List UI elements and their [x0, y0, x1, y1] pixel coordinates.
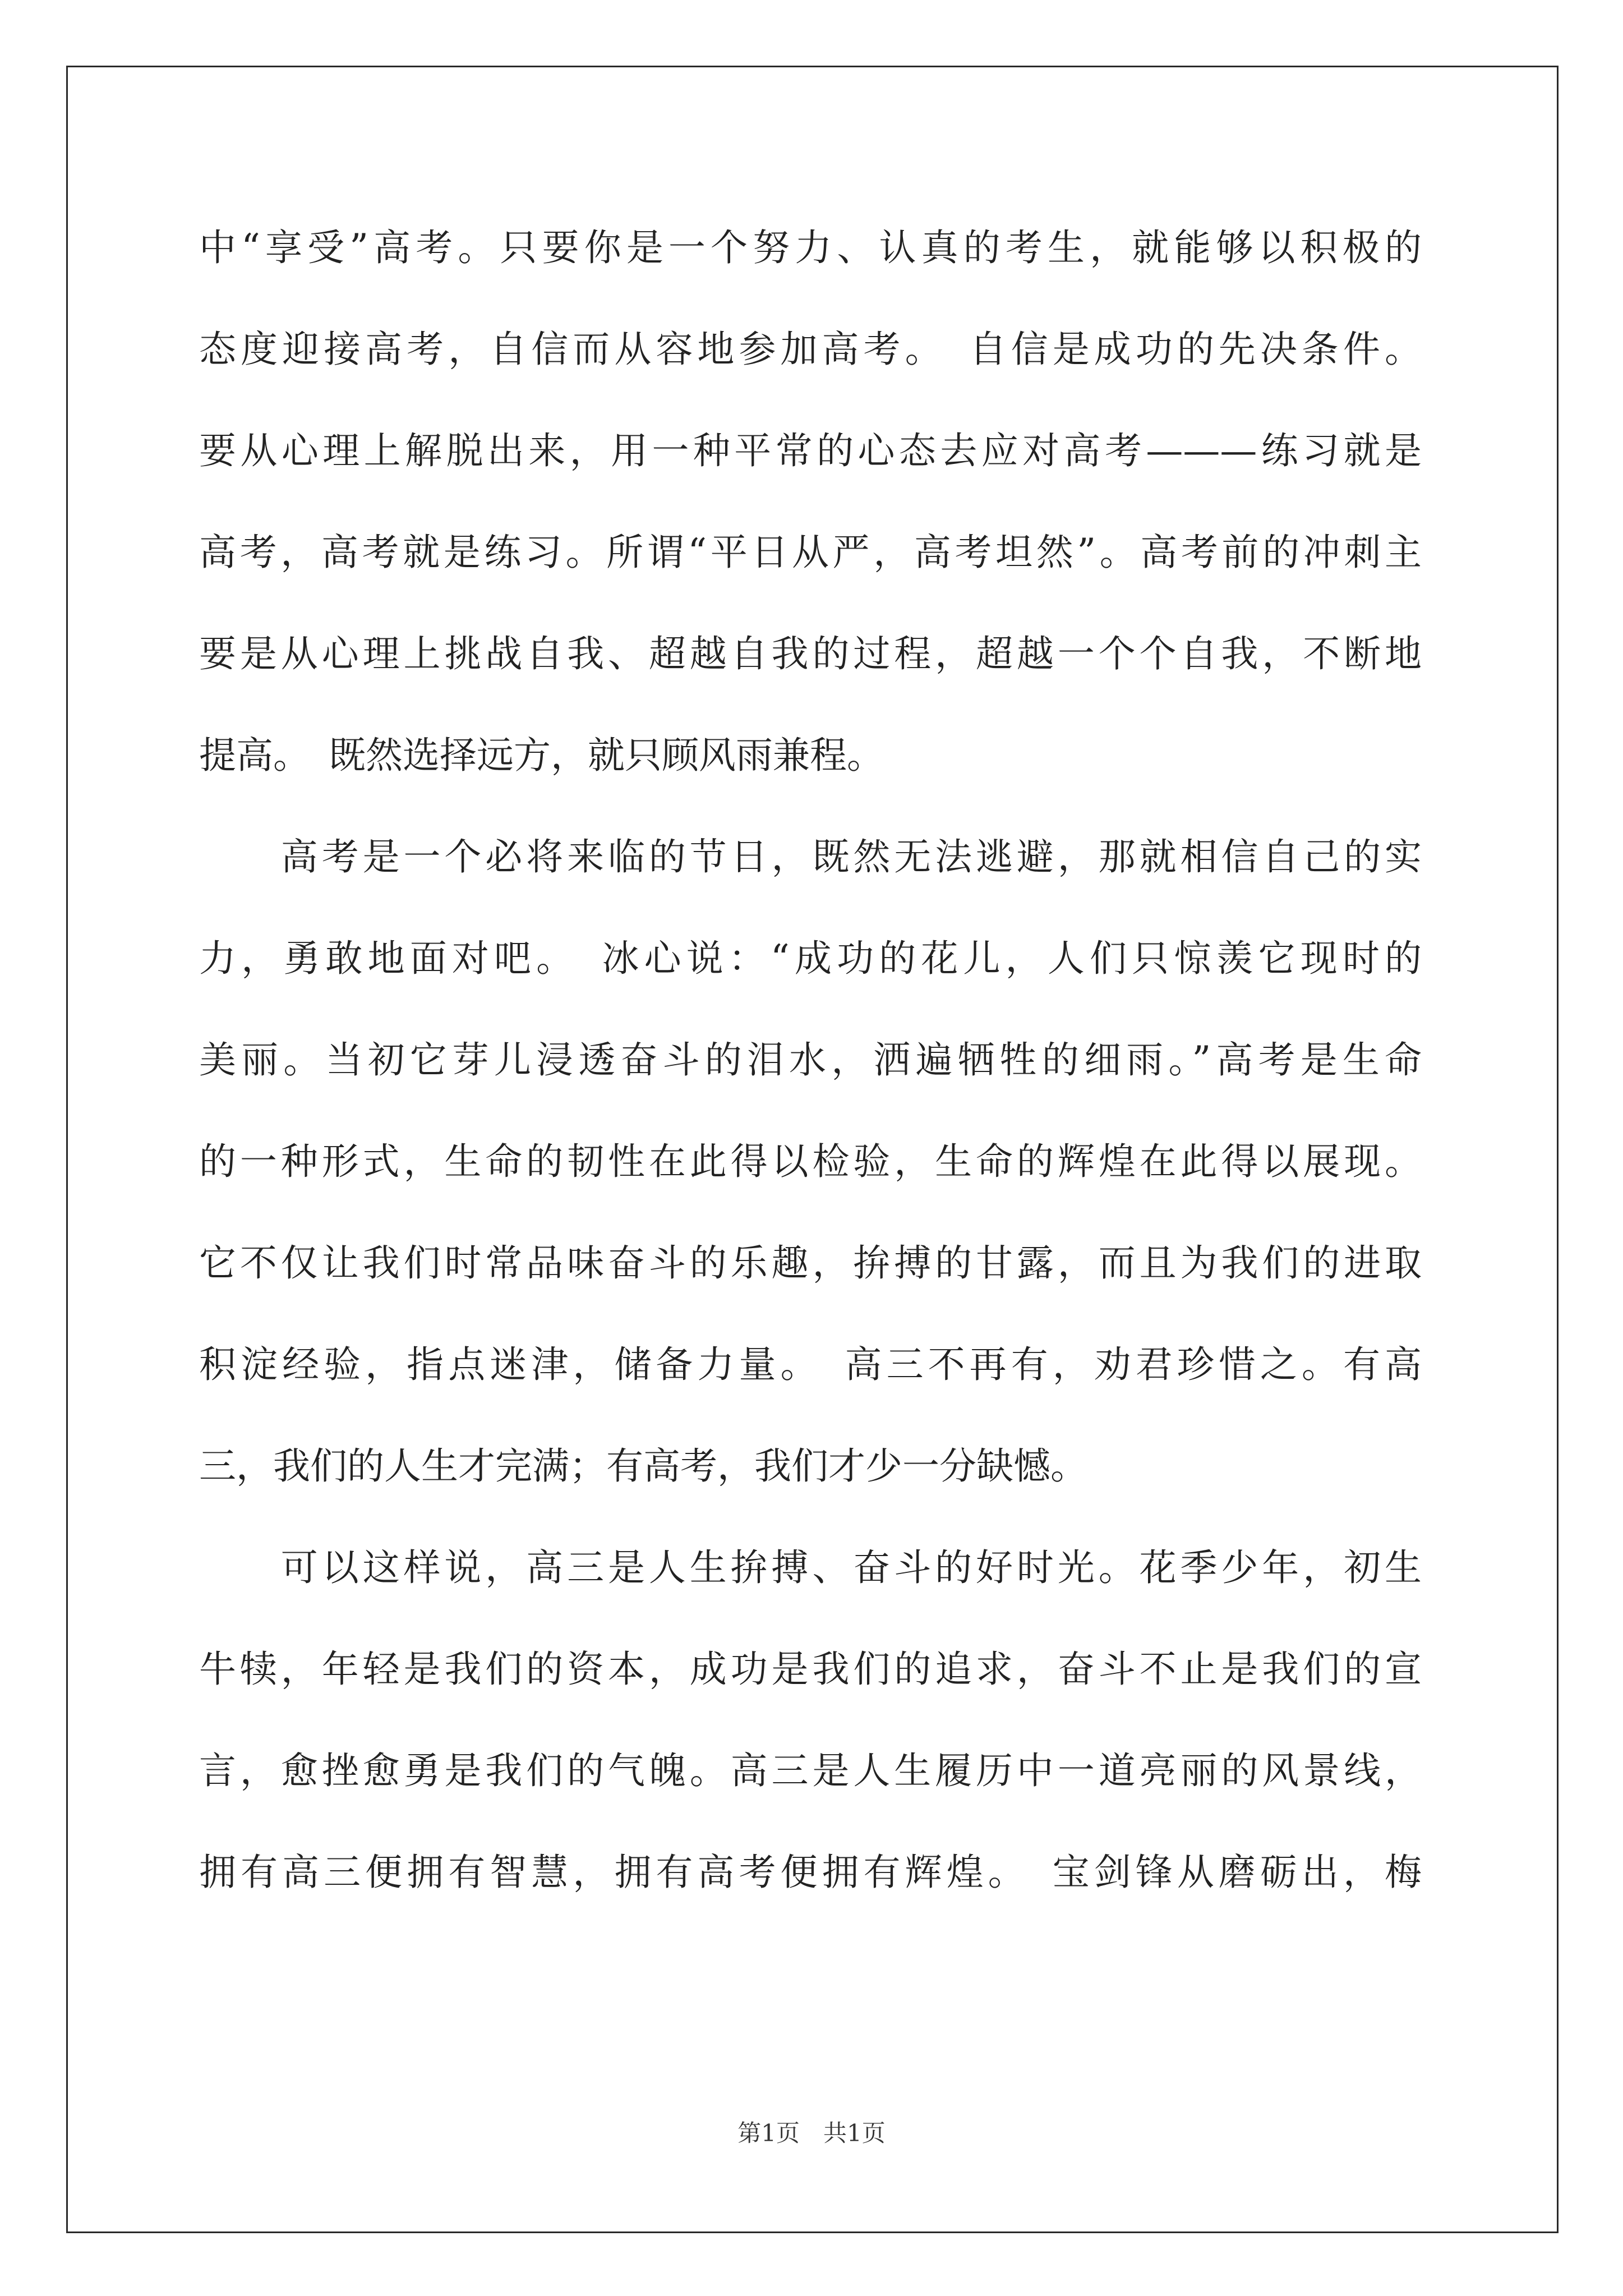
text-line-14: 可以这样说，高三是人生拚搏、奋斗的好时光。花季少年，初生 — [199, 1546, 1422, 1589]
text-line-6: 提高。 既然选择远方，就只顾风雨兼程。 — [199, 734, 884, 777]
text-line-5: 要是从心理上挑战自我、超越自我的过程，超越一个个自我，不断地 — [199, 632, 1422, 675]
text-line-1: 中“享受”高考。只要你是一个努力、认真的考生，就能够以积极的 — [199, 226, 1422, 269]
text-line-13: 三，我们的人生才完满；有高考，我们才少一分缺憾。 — [199, 1444, 1087, 1488]
text-line-2: 态度迎接高考，自信而从容地参加高考。 自信是成功的先决条件。 — [199, 328, 1422, 371]
text-line-11: 它不仅让我们时常品味奋斗的乐趣，拚搏的甘露，而且为我们的进取 — [199, 1241, 1422, 1285]
text-line-10: 的一种形式，生命的韧性在此得以检验，生命的辉煌在此得以展现。 — [199, 1140, 1422, 1183]
text-line-16: 言，愈挫愈勇是我们的气魄。高三是人生履历中一道亮丽的风景线， — [199, 1749, 1422, 1792]
text-line-4: 高考，高考就是练习。所谓“平日从严，高考坦然”。高考前的冲刺主 — [199, 531, 1422, 574]
text-line-8: 力，勇敢地面对吧。 冰心说：“成功的花儿，人们只惊羡它现时的 — [199, 937, 1422, 980]
text-line-3: 要从心理上解脱出来，用一种平常的心态去应对高考———练习就是 — [199, 429, 1422, 472]
text-line-9: 美丽。当初它芽儿浸透奋斗的泪水，洒遍牺牲的细雨。”高考是生命 — [199, 1038, 1422, 1082]
text-line-7: 高考是一个必将来临的节日，既然无法逃避，那就相信自己的实 — [199, 835, 1422, 878]
text-line-12: 积淀经验，指点迷津，储备力量。 高三不再有，劝君珍惜之。有高 — [199, 1343, 1422, 1386]
page-footer: 第1页 共1页 — [737, 2119, 886, 2147]
text-line-15: 牛犊，年轻是我们的资本，成功是我们的追求，奋斗不止是我们的宣 — [199, 1648, 1422, 1691]
text-line-17: 拥有高三便拥有智慧，拥有高考便拥有辉煌。 宝剑锋从磨砺出，梅 — [199, 1851, 1422, 1894]
